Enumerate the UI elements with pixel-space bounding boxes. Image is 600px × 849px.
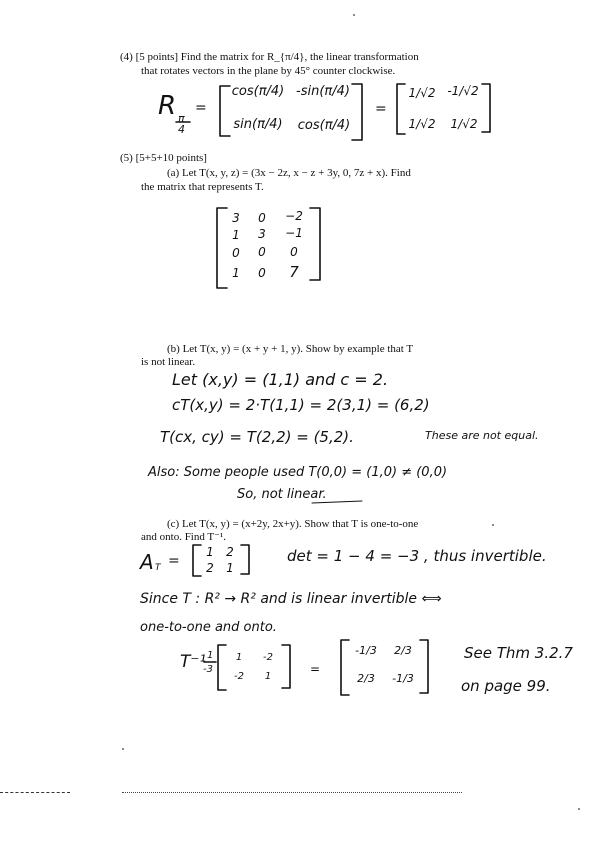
a-matrix-right-bracket [310, 208, 320, 280]
scan-dot [578, 808, 580, 810]
problem5a-line1: (a) Let T(x, y, z) = (3x − 2z, x − z + 3y, 0, 7z + x). Find [167, 167, 411, 179]
m1-cell: -sin(π/4) [296, 84, 350, 99]
problem5c-AT: A [140, 550, 154, 574]
problem4-lhs-sub-num: π [178, 112, 185, 125]
problem5c-line1: (c) Let T(x, y) = (x+2y, 2x+y). Show that T is one-to-one [167, 518, 419, 530]
a-matrix-cell: 0 [290, 245, 298, 259]
problem4-eq1: = [195, 100, 207, 116]
inv-b-cell: -1/3 [392, 672, 414, 685]
problem5c-det: det = 1 − 4 = −3 , thus invertible. [287, 547, 547, 565]
AT-cell: 1 [226, 561, 234, 575]
problem5b-hw3-note: These are not equal. [425, 429, 539, 442]
m1-cell: cos(π/4) [297, 118, 351, 133]
inv-a-cell: 1 [264, 671, 272, 682]
scan-rule [122, 792, 462, 793]
m2-left-bracket [397, 84, 405, 134]
a-matrix-cell: 0 [258, 245, 266, 259]
problem5b-hw5: So, not linear. [237, 487, 327, 502]
inv-a-cell: -2 [263, 652, 273, 663]
problem5b-hw3: T(cx, cy) = T(2,2) = (5,2). [160, 428, 354, 446]
inv-b-left-bracket [341, 640, 349, 695]
problem5c-frac-den: -3 [203, 664, 213, 675]
problem5c-since1: Since T : R² → R² and is linear invertible ⟺ [140, 591, 442, 607]
m2-cell: 1/√2 [408, 117, 436, 131]
problem5b-line1: (b) Let T(x, y) = (x + y + 1, y). Show by example that T [167, 343, 414, 355]
a-matrix-cell: 1 [232, 228, 240, 242]
problem5c-tinv: T⁻¹ [180, 652, 207, 672]
a-matrix-cell: −1 [285, 226, 303, 240]
problem5b-hw1: Let (x,y) = (1,1) and c = 2. [172, 370, 389, 389]
inv-a-cell: 1 [235, 652, 243, 663]
problem5b-hw4: Also: Some people used T(0,0) = (1,0) ≠ (0,0) [148, 465, 448, 480]
scan-rule [0, 792, 70, 793]
inv-a-right-bracket [282, 645, 290, 688]
problem4-lhs-R: R [158, 91, 177, 121]
problem5a-line2: the matrix that represents T. [141, 181, 264, 193]
inv-a-left-bracket [218, 645, 226, 690]
inv-a-cell: -2 [234, 671, 244, 682]
a-matrix-cell: 0 [258, 266, 266, 280]
problem5c-eq: = [168, 553, 180, 569]
m1-cell: sin(π/4) [233, 117, 283, 132]
AT-cell: 1 [206, 545, 214, 559]
problem4-line2: that rotates vectors in the plane by 45° counter clockwise. [141, 65, 396, 77]
inv-b-right-bracket [420, 640, 428, 693]
AT-cell: 2 [206, 561, 214, 575]
m2-right-bracket [482, 84, 490, 132]
m2-cell: 1/√2 [408, 86, 436, 100]
a-matrix-cell: 3 [258, 227, 266, 241]
a-matrix-cell: −2 [285, 209, 303, 223]
m2-cell: -1/√2 [447, 84, 479, 98]
problem5c-ref1: See Thm 3.2.7 [464, 644, 573, 662]
AT-cell: 2 [226, 545, 234, 559]
problem5b-hw2: cT(x,y) = 2·T(1,1) = 2(3,1) = (6,2) [172, 396, 430, 414]
problem4-lhs-sub-den: 4 [178, 123, 185, 136]
a-matrix-cell: 0 [258, 211, 266, 225]
inv-b-cell: -1/3 [355, 644, 377, 657]
problem5c-since2: one-to-one and onto. [140, 620, 277, 635]
a-matrix-cell: 3 [232, 211, 240, 225]
scan-dot [122, 748, 124, 750]
problem4-line1: (4) [5 points] Find the matrix for R_{π/4}, the linear transformation [120, 51, 419, 63]
m2-cell: 1/√2 [450, 117, 478, 131]
problem5c-ref2: on page 99. [461, 677, 551, 695]
inv-b-cell: 2/3 [394, 644, 412, 657]
a-matrix-cell: 1 [232, 266, 240, 280]
problem5b-line2: is not linear. [141, 356, 196, 368]
problem5c-eq2: = [310, 662, 321, 676]
problem5-heading: (5) [5+5+10 points] [120, 152, 207, 164]
a-matrix-cell: 0 [232, 246, 240, 260]
problem4-eq2: = [375, 101, 387, 117]
m1-cell: cos(π/4) [231, 84, 285, 99]
problem5c-frac-num: 1 [207, 650, 214, 661]
problem5c-line2: and onto. Find T⁻¹. [141, 531, 226, 543]
a-matrix-cell: 7 [289, 263, 299, 281]
AT-right-bracket [241, 545, 249, 574]
inv-b-cell: 2/3 [357, 672, 375, 685]
problem5c-AT-sub: T [155, 563, 161, 573]
